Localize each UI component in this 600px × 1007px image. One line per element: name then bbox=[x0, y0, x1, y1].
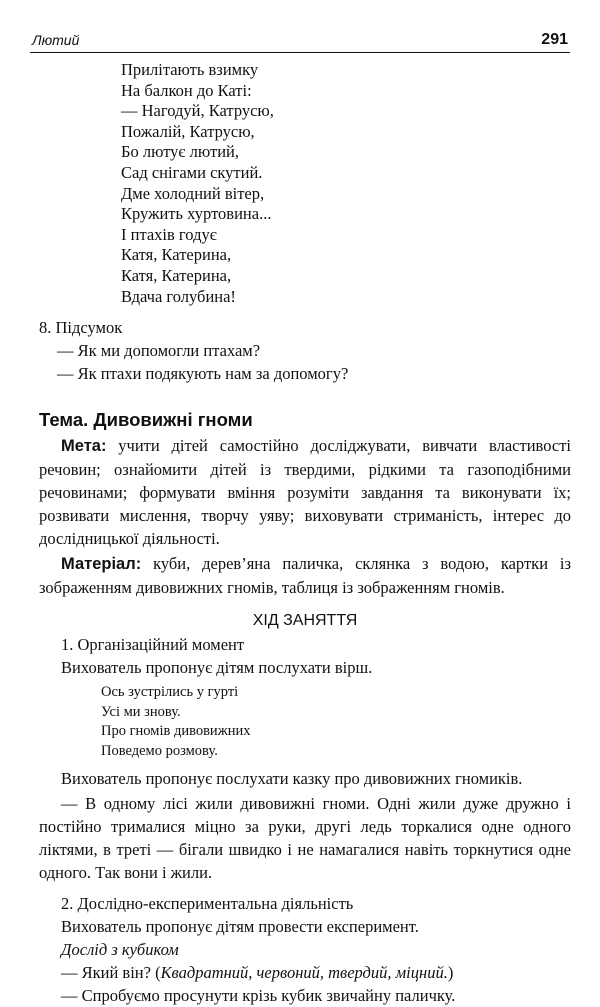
page-header bbox=[30, 30, 570, 53]
material-label: Матеріал: bbox=[61, 555, 142, 574]
page-number: 291 bbox=[541, 31, 568, 48]
running-title: Лютий bbox=[32, 32, 80, 48]
poem-line: Прилітають взимку bbox=[121, 60, 259, 79]
question-1-answer: Квадратний, червоний, твердий, міцний. bbox=[160, 963, 448, 983]
poem-line: Поведемо розмову. bbox=[101, 742, 218, 759]
summary-question: — Як ми допомогли птахам? bbox=[57, 341, 261, 361]
question-2: — Спробуємо просунути крізь кубик звичайну паличку. bbox=[61, 986, 456, 1006]
question-1-close: ) bbox=[447, 963, 454, 983]
poem-line: На балкон до Каті: bbox=[121, 80, 252, 100]
goal-text: учити дітей самостійно досліджувати, вивчати властивості речовин; ознайомити дітей із твердими, рідкими та газоподібними речовинами; формувати вміння розуміти завдання та виконувати їх; розвивати мислення, творчу уяву; виховувати стриманість, інтерес до дослідницької діяльності. bbox=[39, 436, 571, 549]
material-paragraph bbox=[39, 552, 571, 599]
page-body bbox=[39, 60, 571, 1007]
poem-gnomes bbox=[101, 683, 571, 761]
step-1-heading: 1. Організаційний момент bbox=[61, 635, 245, 655]
poem-line: Катя, Катерина, bbox=[121, 245, 232, 265]
question-1 bbox=[61, 961, 571, 984]
question-1-text: — Який він? ( bbox=[61, 963, 161, 983]
poem-line: Сад снігами скутий. bbox=[121, 162, 263, 182]
theme-title: Тема. Дивовижні гноми bbox=[39, 409, 253, 431]
poem-birds bbox=[121, 60, 571, 307]
poem-line: Ось зустрілись у гурті bbox=[101, 684, 239, 701]
poem-line: Бо лютує лютий, bbox=[121, 142, 239, 162]
experiment-title: Дослід з кубиком bbox=[61, 940, 179, 960]
material-text: куби, дерев’яна паличка, склянка з водою, картки із зображенням дивовижних гномів, таблиця із зображенням гномів. bbox=[39, 554, 571, 598]
poem-line: Вдача голубина! bbox=[121, 286, 236, 306]
poem-line: Про гномів дивовижних bbox=[101, 723, 251, 740]
poem-line: Катя, Катерина, bbox=[121, 265, 232, 285]
poem-line: Дме холодний вітер, bbox=[121, 183, 265, 203]
summary-question: — Як птахи подякують нам за допомогу? bbox=[57, 364, 349, 384]
tale-text: — В одному лісі жили дивовижні гноми. Одні жили дуже дружно і постійно трималися міцно за руки, другі ледь торкалися одне одного ліктями, в треті — бігали швидко і не намагалися навіть торкнутися одне одного. Так вони і жили. bbox=[39, 794, 571, 883]
poem-line: — Нагодуй, Катрусю, bbox=[121, 101, 274, 121]
poem-line: Кружить хуртовина... bbox=[121, 204, 272, 224]
tale-intro: Вихователь пропонує послухати казку про дивовижних гномиків. bbox=[61, 769, 523, 789]
poem-line: Пожалій, Катрусю, bbox=[121, 121, 255, 141]
section-8-heading: 8. Підсумок bbox=[39, 318, 123, 338]
goal-paragraph bbox=[39, 434, 571, 550]
step-2-heading: 2. Дослідно-експериментальна діяльність bbox=[61, 894, 354, 914]
step-2-text: Вихователь пропонує дітям провести експеримент. bbox=[61, 917, 419, 937]
poem-line: І птахів годує bbox=[121, 224, 217, 244]
lesson-heading: ХІД ЗАНЯТТЯ bbox=[252, 612, 358, 630]
poem-line: Усі ми знову. bbox=[101, 703, 181, 720]
goal-label: Мета: bbox=[61, 437, 107, 456]
step-1-text: Вихователь пропонує дітям послухати вірш. bbox=[61, 658, 373, 678]
